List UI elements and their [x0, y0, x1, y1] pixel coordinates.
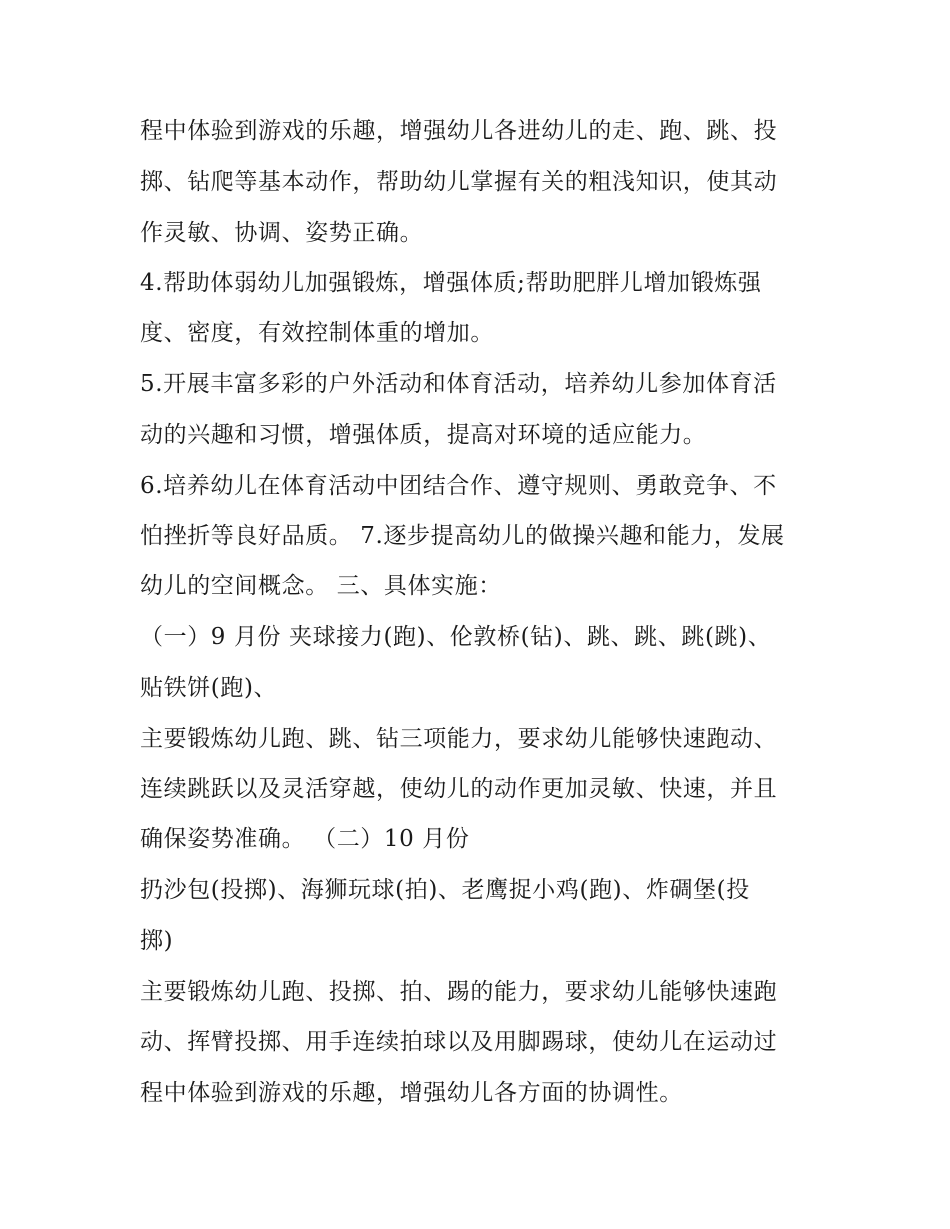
text-line: 度、密度，有效控制体重的增加。 [140, 320, 494, 346]
text-line: 作灵敏、协调、姿势正确。 [140, 220, 424, 246]
text-line: （一）9 月份 夹球接力(跑)、伦敦桥(钻)、跳、跳、跳(跳)、 [140, 624, 772, 650]
text-line: 掷、钻爬等基本动作，帮助幼儿掌握有关的粗浅知识，使其动 [140, 169, 778, 195]
text-line: 动的兴趣和习惯，增强体质，提高对环境的适应能力。 [140, 422, 707, 448]
text-line: 贴铁饼(跑)、 [140, 675, 278, 701]
text-line: 6.培养幼儿在体育活动中团结合作、遵守规则、勇敢竞争、不 [140, 473, 777, 499]
text-line: 动、挥臂投掷、用手连续拍球以及用脚踢球，使幼儿在运动过 [140, 1029, 778, 1055]
text-line: 程中体验到游戏的乐趣，增强幼儿各方面的协调性。 [140, 1080, 683, 1106]
text-line: 4.帮助体弱幼儿加强锻炼，增强体质;帮助肥胖儿增加锻炼强 [140, 270, 762, 296]
text-line: 怕挫折等良好品质。 7.逐步提高幼儿的做操兴趣和能力，发展 [140, 523, 785, 549]
text-line: 确保姿势准确。 （二）10 月份 [140, 826, 470, 852]
text-line: 扔沙包(投掷)、海狮玩球(拍)、老鹰捉小鸡(跑)、炸碉堡(投 [140, 877, 750, 903]
text-line: 程中体验到游戏的乐趣，增强幼儿各进幼儿的走、跑、跳、投 [140, 118, 778, 144]
text-line: 掷) [140, 928, 174, 954]
text-line: 幼儿的空间概念。 三、具体实施： [140, 573, 502, 599]
text-line: 主要锻炼幼儿跑、投掷、拍、踢的能力，要求幼儿能够快速跑 [140, 979, 778, 1005]
text-line: 主要锻炼幼儿跑、跳、钻三项能力，要求幼儿能够快速跑动、 [140, 726, 778, 752]
text-line: 连续跳跃以及灵活穿越，使幼儿的动作更加灵敏、快速，并且 [140, 776, 778, 802]
text-line: 5.开展丰富多彩的户外活动和体育活动，培养幼儿参加体育活 [140, 371, 777, 397]
